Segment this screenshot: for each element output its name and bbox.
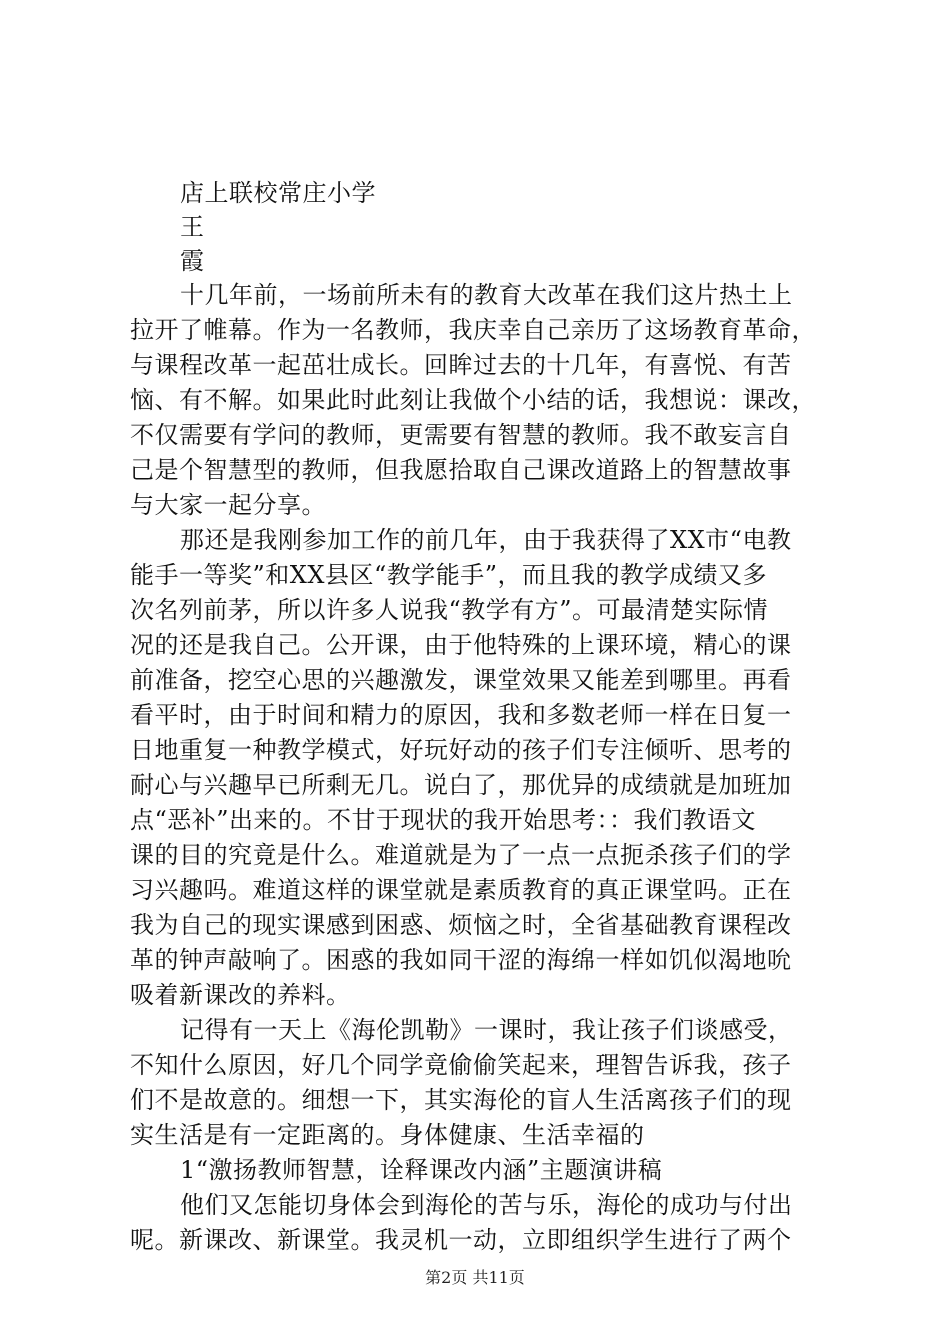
- paragraph-1-line: 与课程改革一起茁壮成长。回眸过去的十几年，有喜悦、有苦: [130, 351, 792, 379]
- paragraph-1-line: 拉开了帷幕。作为一名教师，我庆幸自己亲历了这场教育革命，: [130, 316, 816, 344]
- paragraph-3-line: 记得有一天上《海伦凯勒》一课时，我让孩子们谈感受，: [180, 1016, 793, 1044]
- author-name-line-2: 霞: [180, 247, 205, 275]
- paragraph-4-line: 他们又怎能切身体会到海伦的苦与乐，海伦的成功与付出: [180, 1191, 793, 1219]
- paragraph-2-line: 我为自己的现实课感到困惑、烦恼之时，全省基础教育课程改: [130, 911, 792, 939]
- paragraph-1-line: 己是个智慧型的教师，但我愿拾取自己课改道路上的智慧故事: [130, 456, 792, 484]
- paragraph-3-line: 实生活是有一定距离的。身体健康、生活幸福的: [130, 1121, 645, 1149]
- paragraph-1-line: 与大家一起分享。: [130, 491, 326, 519]
- paragraph-1-line: 不仅需要有学问的教师，更需要有智慧的教师。我不敢妄言自: [130, 421, 792, 449]
- page-footer: [0, 1268, 950, 1288]
- paragraph-2-line: 那还是我刚参加工作的前几年，由于我获得了XX市“电教: [180, 526, 792, 554]
- page-number-label: 第2页 共11页: [425, 1268, 525, 1287]
- paragraph-3-line: 们不是故意的。细想一下，其实海伦的盲人生活离孩子们的现: [130, 1086, 792, 1114]
- paragraph-2-line: 革的钟声敲响了。困惑的我如同干涩的海绵一样如饥似渴地吮: [130, 946, 792, 974]
- paragraph-2-line: 点“恶补”出来的。不甘于现状的我开始思考：：我们教语文: [130, 806, 757, 834]
- paragraph-2-line: 能手一等奖”和XX县区“教学能手”，而且我的教学成绩又多: [130, 561, 767, 589]
- paragraph-2-line: 况的还是我自己。公开课，由于他特殊的上课环境，精心的课: [130, 631, 792, 659]
- paragraph-2-line: 吸着新课改的养料。: [130, 981, 351, 1009]
- school-name: 店上联校常庄小学: [180, 179, 376, 207]
- paragraph-2-line: 耐心与兴趣早已所剩无几。说白了，那优异的成绩就是加班加: [130, 771, 792, 799]
- paragraph-2-line: 习兴趣吗。难道这样的课堂就是素质教育的真正课堂吗。正在: [130, 876, 792, 904]
- paragraph-2-line: 次名列前茅，所以许多人说我“教学有方”。可最清楚实际情: [130, 596, 769, 624]
- paragraph-2-line: 课的目的究竟是什么。难道就是为了一点一点扼杀孩子们的学: [130, 841, 792, 869]
- document-title-line: 1“激扬教师智慧，诠释课改内涵”主题演讲稿: [180, 1156, 663, 1184]
- paragraph-4-line: 呢。新课改、新课堂。我灵机一动，立即组织学生进行了两个: [130, 1226, 792, 1254]
- paragraph-1-line: 恼、有不解。如果此时此刻让我做个小结的话，我想说：课改，: [130, 386, 816, 414]
- paragraph-1-line: 十几年前，一场前所未有的教育大改革在我们这片热土上: [180, 281, 793, 309]
- paragraph-3-line: 不知什么原因，好几个同学竟偷偷笑起来，理智告诉我，孩子: [130, 1051, 792, 1079]
- paragraph-2-line: 日地重复一种教学模式，好玩好动的孩子们专注倾听、思考的: [130, 736, 792, 764]
- paragraph-2-line: 前准备，挖空心思的兴趣激发，课堂效果又能差到哪里。再看: [130, 666, 792, 694]
- author-name-line-1: 王: [180, 213, 205, 241]
- paragraph-2-line: 看平时，由于时间和精力的原因，我和多数老师一样在日复一: [130, 701, 792, 729]
